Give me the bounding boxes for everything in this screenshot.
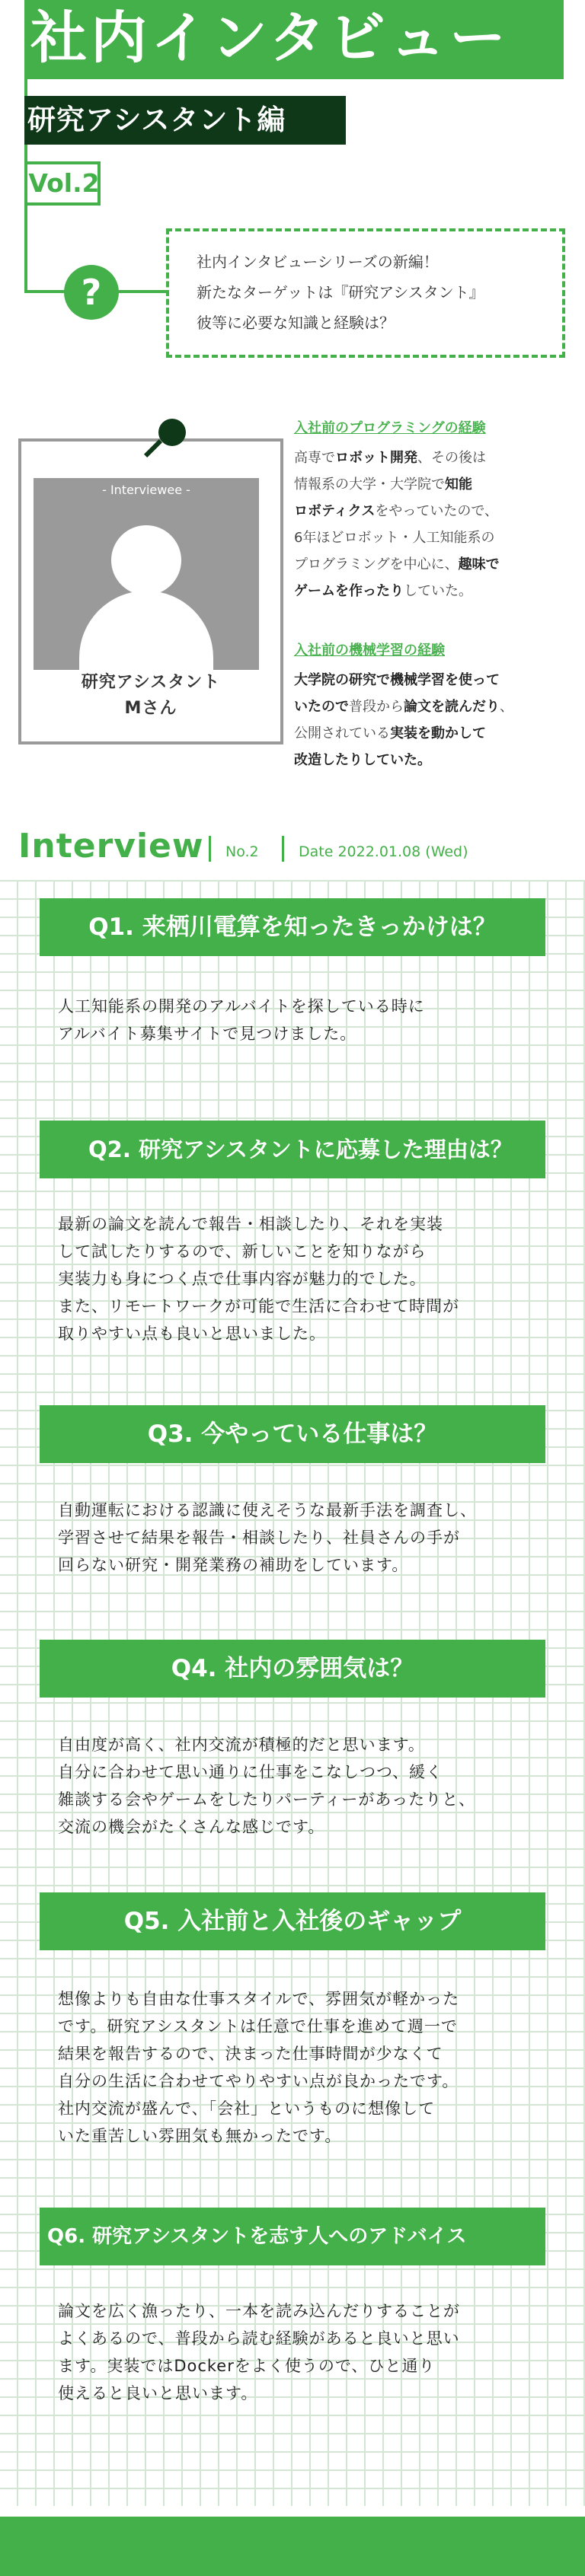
interview-title: Interview bbox=[18, 827, 204, 866]
body-text: 公開されている bbox=[294, 725, 390, 741]
divider bbox=[282, 836, 284, 862]
answer-line: 実装力も身につく点で仕事内容が魅力的でした。 bbox=[58, 1270, 427, 1288]
interviewee-role: 研究アシスタント bbox=[81, 673, 221, 692]
answer-line: 自動運転における認識に使えそうな最新手法を調査し、 bbox=[58, 1501, 477, 1519]
answer-line: ます。実装ではDockerをよく使うので、ひと通り bbox=[58, 2357, 436, 2375]
body-text: をやっていたので、 bbox=[375, 503, 499, 519]
emphasis-text: 改造したりしていた。 bbox=[294, 752, 431, 768]
interviewee-handle: Mさん bbox=[124, 699, 177, 718]
answer-4 bbox=[58, 1731, 567, 1841]
programming-heading: 入社前のプログラミングの経験 bbox=[294, 420, 486, 436]
volume-label: Vol.2 bbox=[28, 168, 100, 198]
qa-section bbox=[0, 880, 585, 2506]
connector-line bbox=[119, 290, 166, 293]
answer-line: 自分に合わせて思い通りに仕事をこなしつつ、緩く bbox=[58, 1763, 443, 1781]
answer-line: 交流の機会がたくさんな感じです。 bbox=[58, 1818, 325, 1836]
page-subtitle: 研究アシスタント編 bbox=[27, 104, 286, 136]
emphasis-text: 論文を読んだり bbox=[404, 699, 500, 715]
experience-line bbox=[294, 693, 570, 720]
emphasis-text: 知能 bbox=[445, 477, 472, 493]
photo-label: - Interviewee - bbox=[102, 483, 190, 497]
experience-line bbox=[294, 445, 570, 471]
answer-line: 学習させて結果を報告・相談したり、社員さんの手が bbox=[58, 1529, 460, 1547]
divider bbox=[209, 836, 211, 862]
intro-box bbox=[166, 228, 565, 358]
emphasis-text: ロボティクス bbox=[294, 503, 376, 519]
answer-line: 雑談する会やゲームをしたりパーティーがあったりと、 bbox=[58, 1790, 476, 1809]
experience-line bbox=[294, 524, 570, 551]
page-title: 社内インタビュー bbox=[30, 5, 510, 71]
ml-experience bbox=[294, 639, 570, 773]
emphasis-text: 実装を動かして bbox=[390, 725, 486, 741]
interview-date: Date 2022.01.08 (Wed) bbox=[299, 843, 468, 860]
intro-line: 新たなターゲットは『研究アシスタント』 bbox=[197, 283, 484, 301]
body-text: 高専で bbox=[294, 450, 335, 466]
article-header bbox=[0, 0, 585, 365]
answer-line: 人工知能系の開発のアルバイトを探している時に bbox=[58, 997, 425, 1015]
footer-bar bbox=[0, 2517, 585, 2576]
answer-line: です。研究アシスタントは任意で仕事を進めて週一で bbox=[58, 2017, 458, 2036]
programming-experience bbox=[294, 417, 570, 604]
emphasis-text: 大学院の研究で機械学習を使って bbox=[294, 672, 500, 688]
body-text: 、 bbox=[500, 699, 513, 715]
answer-line: アルバイト募集サイトで見つけました。 bbox=[58, 1025, 357, 1043]
answer-line: よくあるので、普段から読む経験があると良いと思い bbox=[58, 2329, 460, 2348]
answer-2 bbox=[58, 1210, 567, 1347]
answer-line: 社内交流が盛んで、「会社」というものに想像して bbox=[58, 2099, 436, 2118]
body-text: 普段から bbox=[349, 699, 404, 715]
ml-text bbox=[294, 667, 570, 773]
answer-3 bbox=[58, 1497, 567, 1579]
answer-line: 取りやすい点も良いと思いました。 bbox=[58, 1325, 326, 1343]
experience-line bbox=[294, 747, 570, 773]
body-text: 情報系の大学・大学院で bbox=[294, 477, 445, 493]
answer-5 bbox=[58, 1985, 567, 2150]
body-text: 6年ほどロボット・人工知能系の bbox=[294, 530, 495, 546]
answer-line: 使えると良いと思います。 bbox=[58, 2384, 258, 2402]
body-text: 、その後は bbox=[417, 450, 486, 466]
experience-line bbox=[294, 667, 570, 693]
emphasis-text: いたので bbox=[294, 699, 349, 715]
interviewee-avatar bbox=[34, 478, 259, 670]
answer-line: 論文を広く漁ったり、一本を読み込んだりすることが bbox=[58, 2302, 460, 2320]
emphasis-text: 趣味で bbox=[458, 556, 500, 572]
interviewee-name bbox=[21, 670, 280, 722]
experience-line bbox=[294, 498, 570, 524]
person-body-icon bbox=[79, 591, 213, 670]
question-1: Q1. 来栖川電算を知ったきっかけは？ bbox=[40, 898, 545, 956]
experience-line bbox=[294, 578, 570, 604]
answer-6 bbox=[58, 2297, 567, 2407]
intro-line: 彼等に必要な知識と経験は？ bbox=[197, 314, 395, 332]
pin-icon bbox=[158, 419, 186, 446]
body-text: していた。 bbox=[404, 583, 472, 599]
ml-heading: 入社前の機械学習の経験 bbox=[294, 642, 445, 658]
answer-line: いた重苦しい雰囲気も無かったです。 bbox=[58, 2127, 342, 2145]
answer-line: また、リモートワークが可能で生活に合わせて時間が bbox=[58, 1297, 460, 1315]
programming-text bbox=[294, 445, 570, 604]
question-5: Q5. 入社前と入社後のギャップ bbox=[40, 1892, 545, 1950]
answer-line: 自由度が高く、社内交流が積極的だと思います。 bbox=[58, 1736, 425, 1754]
answer-line: 回らない研究・開発業務の補助をしています。 bbox=[58, 1556, 409, 1574]
answer-line: 想像よりも自由な仕事スタイルで、雰囲気が軽かった bbox=[58, 1990, 460, 2008]
question-3: Q3. 今やっている仕事は？ bbox=[40, 1405, 545, 1463]
experience-line bbox=[294, 720, 570, 747]
person-head-icon bbox=[111, 525, 181, 595]
question-4: Q4. 社内の雰囲気は？ bbox=[40, 1640, 545, 1698]
answer-line: して試したりするので、新しいことを知りながら bbox=[58, 1242, 427, 1261]
interview-number: No.2 bbox=[225, 843, 259, 860]
intro-line: 社内インタビューシリーズの新編！ bbox=[197, 253, 439, 271]
answer-line: 自分の生活に合わせてやりやすい点が良かったです。 bbox=[58, 2072, 459, 2090]
experience-line bbox=[294, 551, 570, 578]
emphasis-text: ロボット開発 bbox=[335, 450, 417, 466]
answer-line: 最新の論文を読んで報告・相談したり、それを実装 bbox=[58, 1215, 443, 1233]
question-mark-icon: ? bbox=[64, 265, 119, 320]
emphasis-text: ゲームを作ったり bbox=[294, 583, 404, 599]
question-6: Q6. 研究アシスタントを志す人へのアドバイス bbox=[40, 2208, 545, 2265]
body-text: プログラミングを中心に、 bbox=[294, 556, 459, 572]
answer-line: 結果を報告するので、決まった仕事時間が少なくて bbox=[58, 2045, 443, 2063]
question-2: Q2. 研究アシスタントに応募した理由は？ bbox=[40, 1121, 545, 1178]
experience-line bbox=[294, 471, 570, 498]
answer-1 bbox=[58, 993, 567, 1047]
